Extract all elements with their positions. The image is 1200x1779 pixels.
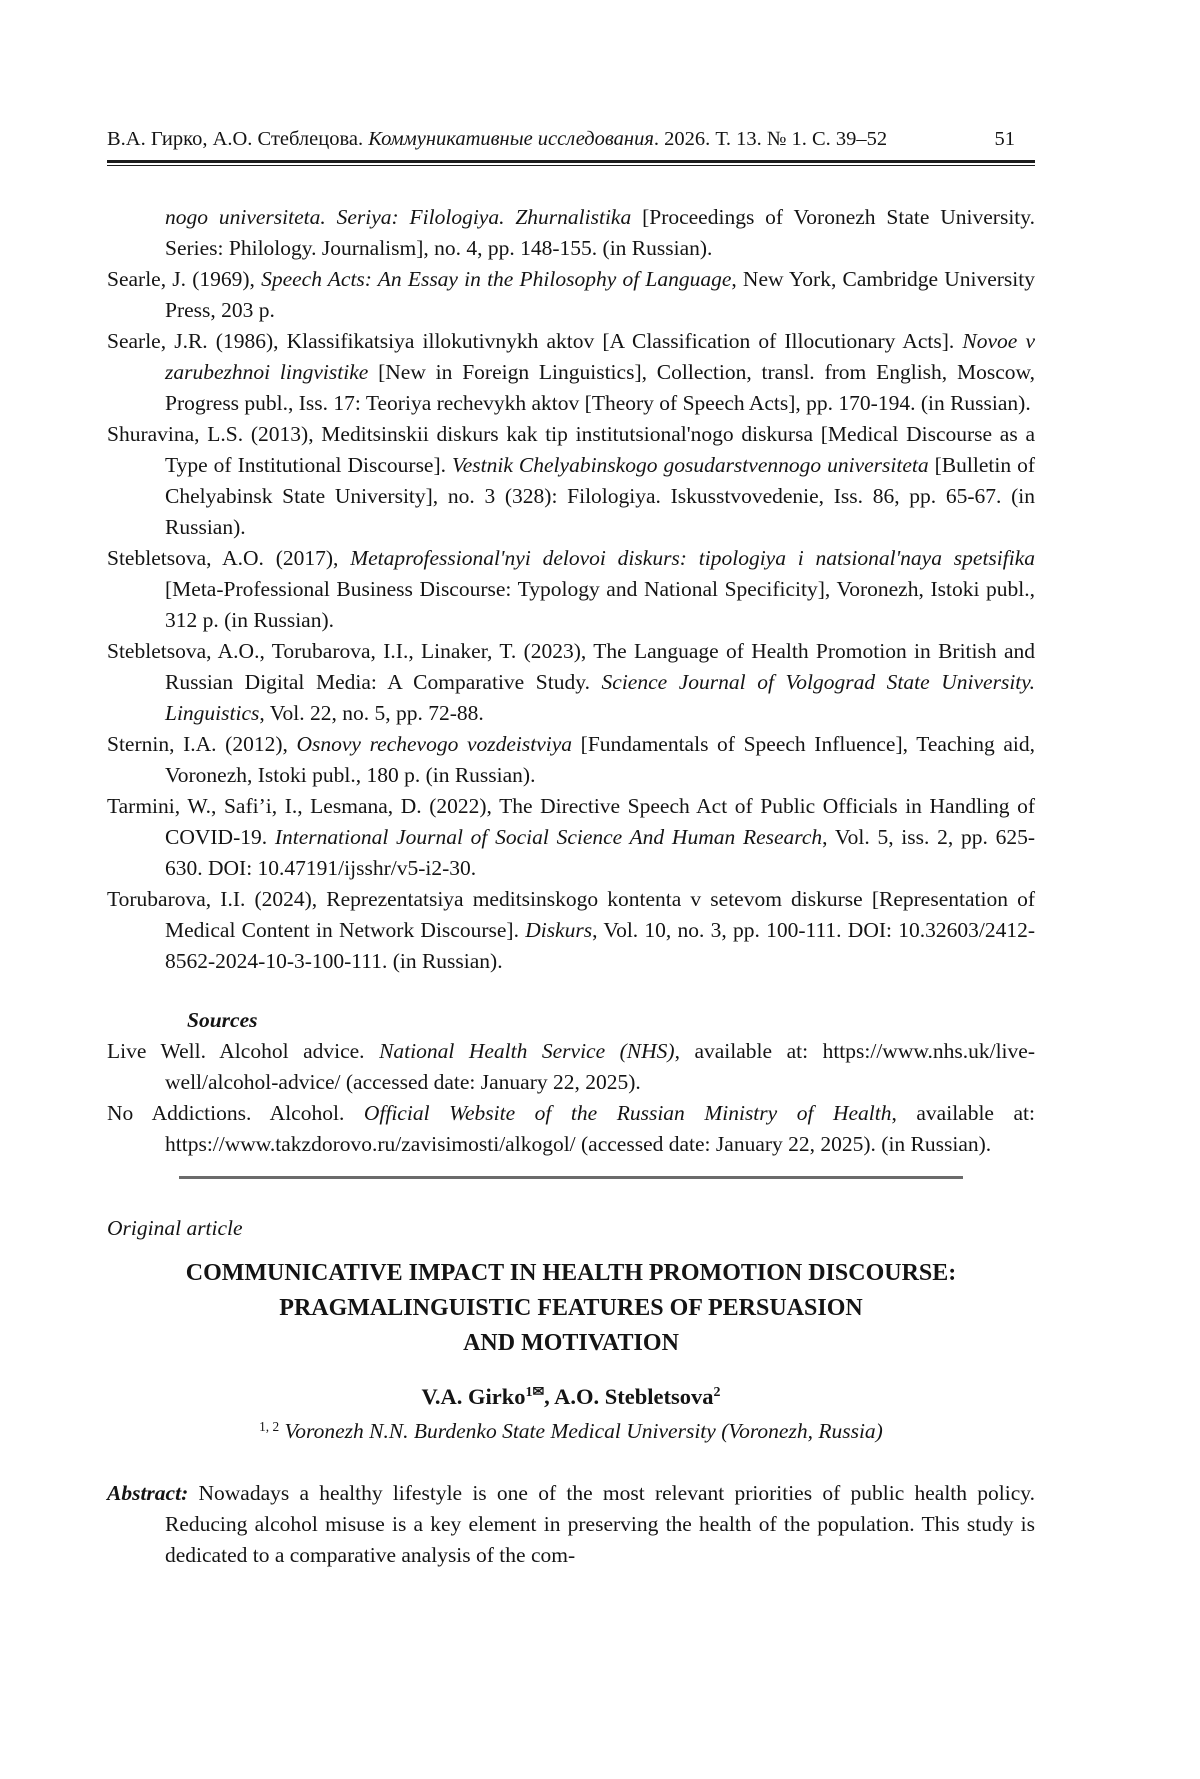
running-head-citation: В.А. Гирко, А.О. Стеблецова. Коммуникативные исследования. 2026. Т. 13. № 1. С. 39–52 [107,128,888,150]
running-head [107,126,1035,152]
article-title-line: PRAGMALINGUISTIC FEATURES OF PERSUASION [279,1295,863,1321]
references-list [107,202,1035,977]
page-number: 51 [994,128,1015,150]
article-title [107,1256,1035,1361]
reference-entry: Searle, J.R. (1986), Klassifikatsiya illokutivnykh aktov [A Classification of Illocutionary Acts]. Novoe v zarubezhnoi lingvistike [New in Foreign Linguistics], Collection, transl. from English, Moscow, Progress publ., Iss. 17: Teoriya rechevykh aktov [Theory of Speech Acts], pp. 170-194. (in Russian). [107,329,1036,415]
reference-entry: nogo universiteta. Seriya: Filologiya. Zhurnalistika [Proceedings of Voronezh State University. Series: Philology. Journalism], no. 4, pp. 148-155. (in Russian). [165,205,1035,260]
article-type-label: Original article [107,1216,243,1240]
affiliation-line: $^{1, 2}$ Voronezh N.N. Burdenko State Medical University (Voronezh, Russia) [259,1418,883,1443]
authors-line: V.A. Girko$^{1✉}$, A.O. Stebletsova$^2$ [421,1384,721,1409]
source-entry: Live Well. Alcohol advice. National Health Service (NHS), available at: https://www.nhs.uk/live-well/alcohol-advice/ (accessed date: January 22, 2025). [107,1039,1035,1094]
reference-entry: Searle, J. (1969), Speech Acts: An Essay in the Philosophy of Language, New York, Cambridge University Press, 203 p. [107,267,1035,322]
sources-section [107,1005,1035,1160]
reference-entry: Stebletsova, A.O., Torubarova, I.I., Linaker, T. (2023), The Language of Health Promotion in British and Russian Digital Media: A Comparative Study. Science Journal of Volgograd State University. Linguistics, Vol. 22, no. 5, pp. 72-88. [107,639,1035,725]
source-entry: No Addictions. Alcohol. Official Website of the Russian Ministry of Health, available at: https://www.takzdorovo.ru/zavisimosti/alkogol/ (accessed date: January 22, 2025). (in Russian). [107,1101,1035,1156]
reference-entry: Sternin, I.A. (2012), Osnovy rechevogo vozdeistviya [Fundamentals of Speech Influence], Teaching aid, Voronezh, Istoki publ., 180 p. (in Russian). [107,732,1035,787]
sources-heading: Sources [187,1008,258,1032]
article-title-line: COMMUNICATIVE IMPACT IN HEALTH PROMOTION DISCOURSE: [185,1260,957,1286]
reference-entry: Tarmini, W., Safi’i, I., Lesmana, D. (2022), The Directive Speech Act of Public Officials in Handling of COVID-19. International Journal of Social Science And Human Research, Vol. 5, iss. 2, pp. 625-630. DOI: 10.47191/ijsshr/v5-i2-30. [107,794,1035,880]
abstract-paragraph: Abstract: Nowadays a healthy lifestyle is one of the most relevant priorities of public health policy. Reducing alcohol misuse is a key element in preserving the health of the population. This study is dedicated to a comparative analysis of the com- [107,1481,1035,1567]
reference-entry: Torubarova, I.I. (2024), Reprezentatsiya meditsinskogo kontenta v setevom diskurse [Representation of Medical Content in Network Discourse]. Diskurs, Vol. 10, no. 3, pp. 100-111. DOI: 10.32603/2412-8562-2024-10-3-100-111. (in Russian). [107,887,1035,973]
section-separator-rule [179,1176,963,1179]
header-rule [107,160,1035,166]
article-title-line: AND MOTIVATION [463,1330,679,1356]
reference-entry: Shuravina, L.S. (2013), Meditsinskii diskurs kak tip institutsional'nogo diskursa [Medical Discourse as a Type of Institutional Discourse]. Vestnik Chelyabinskogo gosudarstvennogo universiteta [Bulletin of Chelyabinsk State University], no. 3 (328): Filologiya. Iskusstvovedenie, Iss. 86, pp. 65-67. (in Russian). [107,422,1035,539]
reference-entry: Stebletsova, A.O. (2017), Metaprofessional'nyi delovoi diskurs: tipologiya i natsional'naya spetsifika [Meta-Professional Business Discourse: Typology and National Specificity], Voronezh, Istoki publ., 312 p. (in Russian). [107,546,1035,632]
email-icon: ✉ [532,1385,545,1401]
